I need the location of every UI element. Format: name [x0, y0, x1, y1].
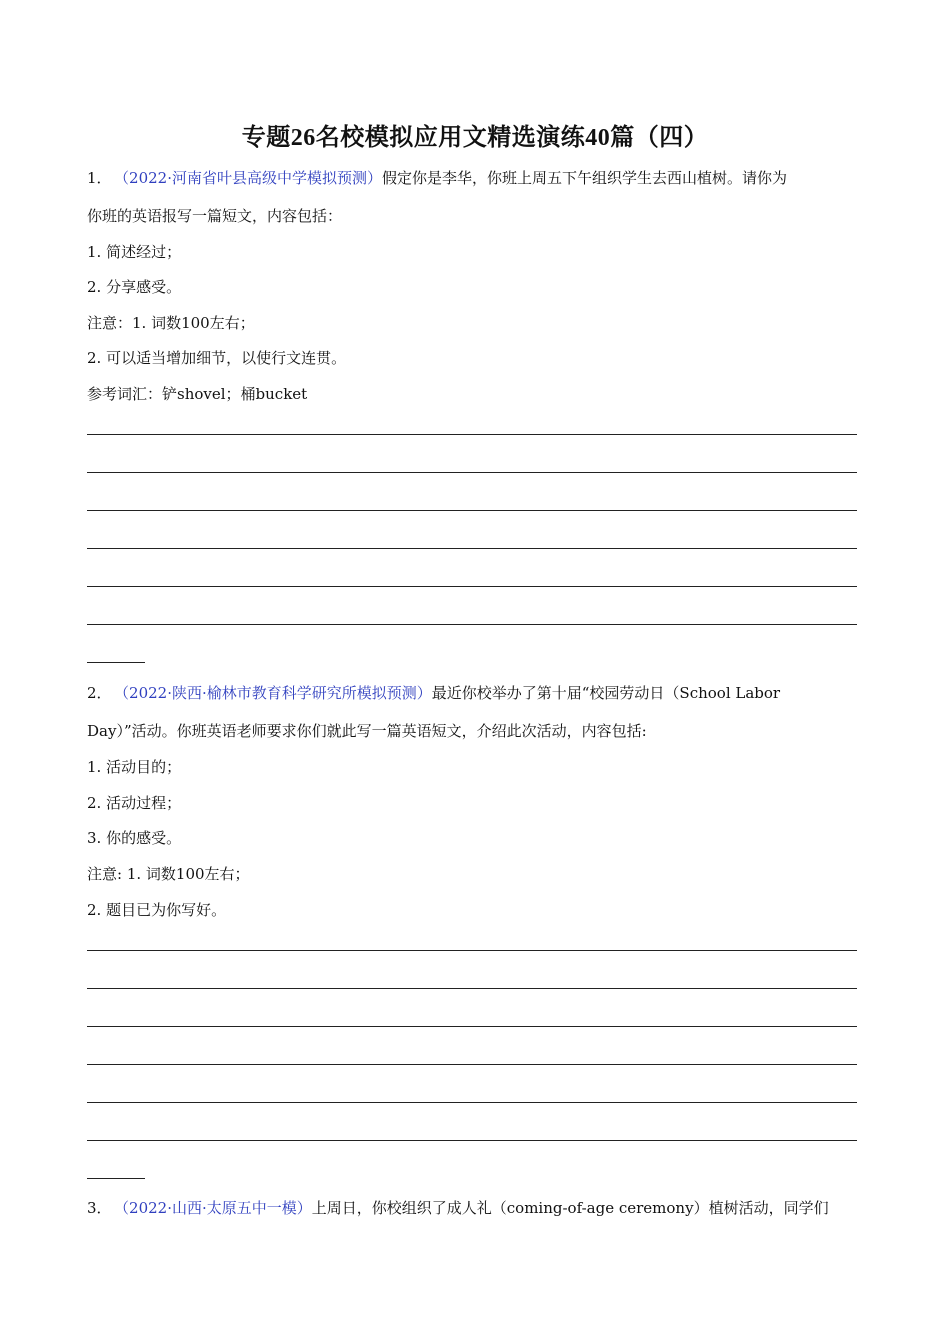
question-text: 3. 你的感受。 — [87, 829, 182, 847]
question-2-header — [87, 682, 862, 704]
question-text: 参考词汇：铲shovel；桶bucket — [87, 385, 308, 403]
question-text: 注意：1. 词数100左右； — [87, 314, 255, 332]
question-text: 2. 题目已为你写好。 — [87, 901, 227, 919]
question-number: 3． — [87, 1199, 112, 1217]
question-text: 你班的英语报写一篇短文，内容包括： — [87, 207, 343, 225]
question-source: （2022·山西·太原五中一模） — [121, 1199, 312, 1217]
question-3-header — [87, 1197, 862, 1219]
question-text: 2. 活动过程； — [87, 794, 182, 812]
question-text: 注意: 1. 词数100左右； — [87, 865, 250, 883]
question-text: 上周日，你校组织了成人礼（coming-of-age ceremony）植树活动，同学们 — [311, 1199, 829, 1217]
answer-line[interactable] — [87, 1102, 857, 1103]
answer-line[interactable] — [87, 548, 857, 549]
page-title: 专题26名校模拟应用文精选演练40篇（四） — [241, 125, 709, 151]
question-source: （2022·河南省叶县高级中学模拟预测） — [121, 169, 382, 187]
answer-line[interactable] — [87, 434, 857, 435]
question-1-header — [87, 167, 862, 189]
question-text: 最近你校举办了第十届“校园劳动日（School Labor — [431, 684, 781, 702]
answer-line[interactable] — [87, 988, 857, 989]
question-text: 1. 简述经过； — [87, 243, 182, 261]
question-text: 2. 可以适当增加细节，以使行文连贯。 — [87, 349, 347, 367]
question-source: （2022·陕西·榆林市教育科学研究所模拟预测） — [121, 684, 432, 702]
answer-line[interactable] — [87, 510, 857, 511]
question-text: Day）”活动。你班英语老师要求你们就此写一篇英语短文，介绍此次活动，内容包括: — [87, 722, 647, 740]
answer-line[interactable] — [87, 472, 857, 473]
answer-line-end[interactable] — [87, 1178, 145, 1179]
answer-line[interactable] — [87, 586, 857, 587]
answer-line[interactable] — [87, 1064, 857, 1065]
answer-line[interactable] — [87, 1140, 857, 1141]
question-text: 1. 活动目的； — [87, 758, 182, 776]
question-text: 2. 分享感受。 — [87, 278, 182, 296]
answer-line-end[interactable] — [87, 662, 145, 663]
question-text: 假定你是李华，你班上周五下午组织学生去西山植树。请你为 — [382, 169, 788, 187]
answer-line[interactable] — [87, 950, 857, 951]
question-number: 2． — [87, 684, 112, 702]
answer-line[interactable] — [87, 1026, 857, 1027]
question-number: 1． — [87, 169, 112, 187]
answer-line[interactable] — [87, 624, 857, 625]
